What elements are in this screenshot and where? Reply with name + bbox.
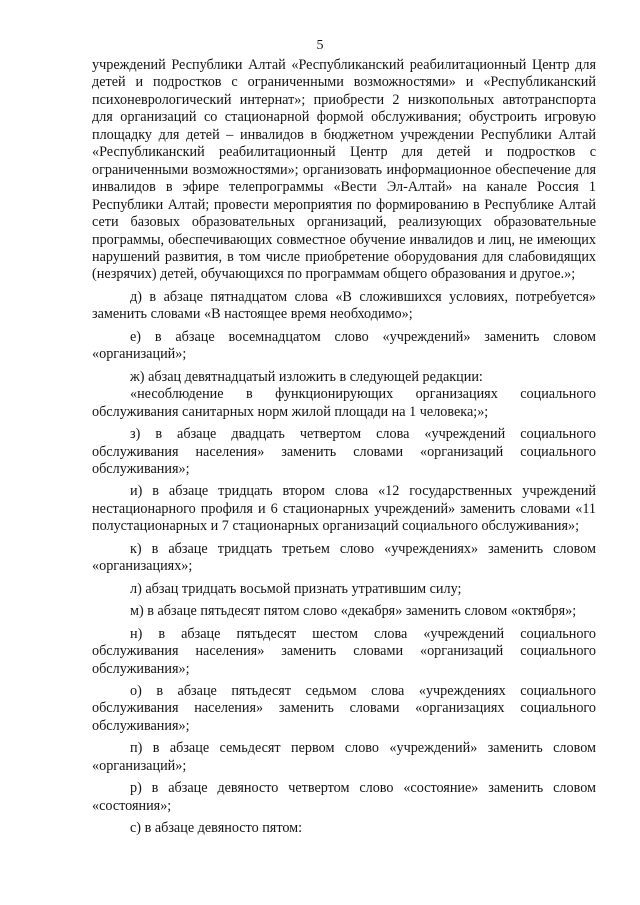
paragraph-item-k: к) в абзаце тридцать третьем слово «учреждениях» заменить словом «организациях»; <box>92 540 596 575</box>
paragraph-item-m: м) в абзаце пятьдесят пятом слово «декабря» заменить словом «октября»; <box>130 603 577 620</box>
paragraph-item-r: р) в абзаце девяносто четвертом слово «состояние» заменить словом «состояния»; <box>92 780 596 814</box>
document-body <box>92 57 596 838</box>
paragraph-item-p: п) в абзаце семьдесят первом слово «учреждений» заменить словом «организаций»; <box>92 740 596 774</box>
paragraph-item-zh: ж) абзац девятнадцатый изложить в следующей редакции: <box>130 368 483 385</box>
paragraph-item-n: н) в абзаце пятьдесят шестом слова «учреждений социального обслуживания населения» заменить словами «организаций социального обслуживания»; <box>92 625 596 677</box>
paragraph-quoted-text: «несоблюдение в функционирующих организациях социального обслуживания санитарных норм жилой площади на 1 человека;»; <box>92 386 596 420</box>
paragraph-item-o: о) в абзаце пятьдесят седьмом слова «учреждениях социального обслуживания населения» заменить словами «организациях социального обслуживания»; <box>92 682 596 734</box>
paragraph-item-l: л) абзац тридцать восьмой признать утратившим силу; <box>130 580 462 597</box>
page-number: 5 <box>316 38 324 53</box>
paragraph-item-s: с) в абзаце девяносто пятом: <box>130 820 303 837</box>
paragraph-continuation: учреждений Республики Алтай «Республиканский реабилитационный Центр для детей и подростков с ограниченными возможностями» и «Республиканский психоневрологический интернат»; приобрести 2 низкопольных автотранспорта для организаций со стационарной формой обслуживания; обустроить игровую площадку для детей – инвалидов в бюджетном учреждении Республики Алтай «Республиканский реабилитационный Центр для детей и подростков с ограниченными возможностями»; организовать информационное обеспечение для инвалидов в эфире телепрограммы «Вести Эл-Алтай» на канале Россия 1 Республики Алтай; провести мероприятия по формированию в Республике Алтай сети базовых образовательных организаций, реализующих образовательные программы, обеспечивающих совместное обучение инвалидов и лиц, не имеющих нарушений развития, в том числе приобретение оборудования для слабовидящих (незрячих) детей, обучающихся по программам общего образования и другое.»; <box>92 57 596 283</box>
paragraph-item-d: д) в абзаце пятнадцатом слова «В сложившихся условиях, потребуется» заменить словами «В настоящее время необходимо»; <box>92 288 596 323</box>
paragraph-item-z: з) в абзаце двадцать четвертом слова «учреждений социального обслуживания населения» заменить словами «организаций социального обслуживания»; <box>92 426 596 477</box>
paragraph-item-i: и) в абзаце тридцать втором слова «12 государственных учреждений нестационарного профиля и 6 стационарных учреждений» заменить словами «11 полустационарных и 7 стационарных организаций социального обслуживания»; <box>92 483 596 535</box>
paragraph-item-e: е) в абзаце восемнадцатом слово «учреждений» заменить словом «организаций»; <box>92 328 596 363</box>
